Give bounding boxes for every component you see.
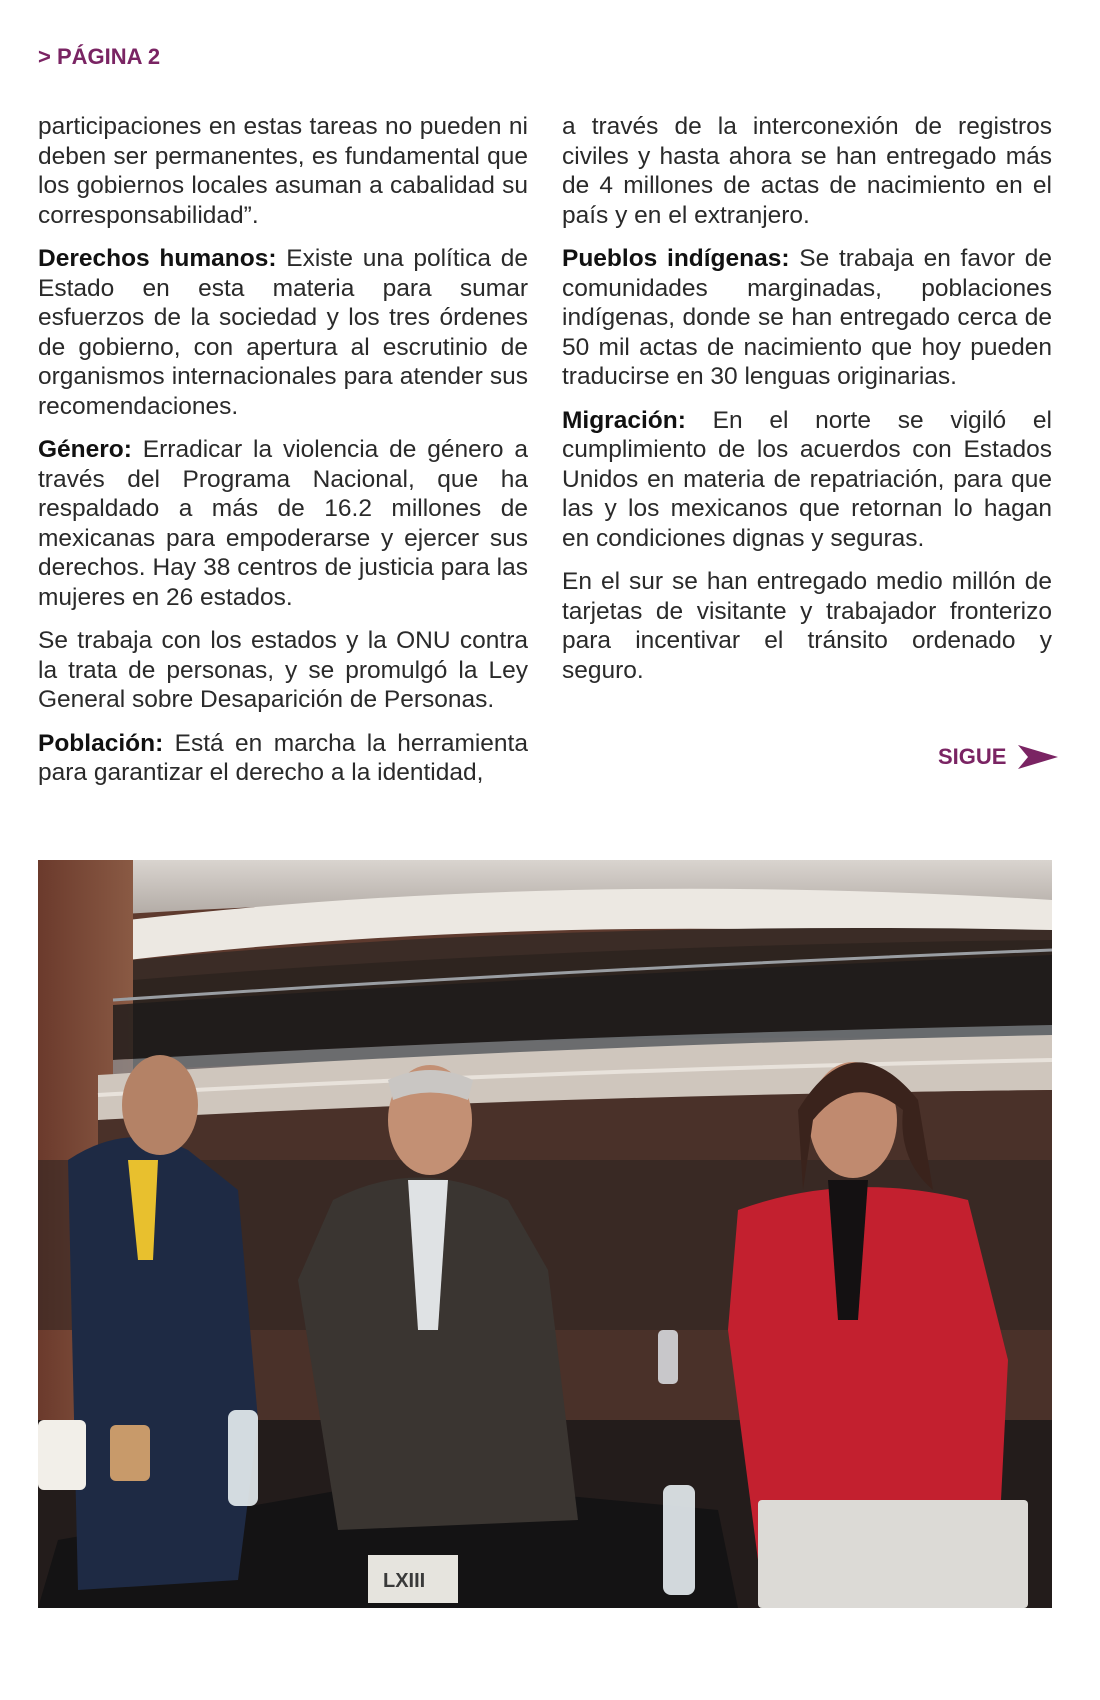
continue-link[interactable] — [938, 743, 1060, 771]
paragraph: a través de la interconexión de registros civiles y hasta ahora se han entregado más de 4 millones de actas de nacimiento en el país y en el extranjero. — [562, 113, 1052, 229]
arrow-right-icon — [1016, 743, 1060, 771]
paragraph-heading: Pueblos indígenas: — [562, 245, 790, 272]
paragraph-heading: Derechos humanos: — [38, 245, 277, 272]
paragraph-migracion: Migración: En el norte se vigiló el cumplimiento de los acuerdos con Estados Unidos en materia de repatriación, para que las y los mexicanos que retornan lo hagan en condiciones dignas y seguras. — [562, 406, 1052, 552]
continue-label: SIGUE — [938, 744, 1007, 769]
paragraph-heading: Población: — [38, 729, 164, 757]
paragraph: En el sur se han entregado medio millón de tarjetas de visitante y trabajador fronterizo para incentivar el tránsito ordenado y seguro. — [562, 568, 1052, 684]
left-column — [38, 112, 528, 802]
paragraph: Se trabaja con los estados y la ONU contra la trata de personas, y se promulgó la Ley General sobre Desaparición de Personas. — [38, 627, 528, 713]
placard-text: LXIII — [383, 1570, 426, 1592]
senate-session-photo — [38, 860, 1052, 1608]
page-label: > PÁGINA 2 — [38, 44, 161, 69]
paragraph: participaciones en estas tareas no pueden ni deben ser permanentes, es fundamental que los gobiernos locales asuman a cabalidad su corresponsabilidad”. — [38, 113, 528, 229]
paragraph-derechos-humanos: Derechos humanos: Existe una política de Estado en esta materia para sumar esfuerzos de la sociedad y los tres órdenes de gobierno, con apertura al escrutinio de organismos internacionales para atender sus recomendaciones. — [38, 245, 528, 420]
paragraph-poblacion: Población: Está en marcha la herramienta para garantizar el derecho a la identidad, — [38, 729, 528, 786]
paragraph-pueblos-indigenas: Pueblos indígenas: Se trabaja en favor de comunidades marginadas, poblaciones indígenas, donde se han entregado cerca de 50 mil actas de nacimiento que hoy pueden traducirse en 30 lenguas originarias. — [562, 245, 1052, 390]
paragraph-heading: Género: — [38, 436, 132, 463]
paragraph-genero: Género: Erradicar la violencia de género a través del Programa Nacional, que ha respaldado a más de 16.2 millones de mexicanas para empoderarse y ejercer sus derechos. Hay 38 centros de justicia para las mujeres en 26 estados. — [38, 436, 528, 611]
paragraph-heading: Migración: — [562, 406, 686, 434]
right-column — [562, 112, 1052, 699]
